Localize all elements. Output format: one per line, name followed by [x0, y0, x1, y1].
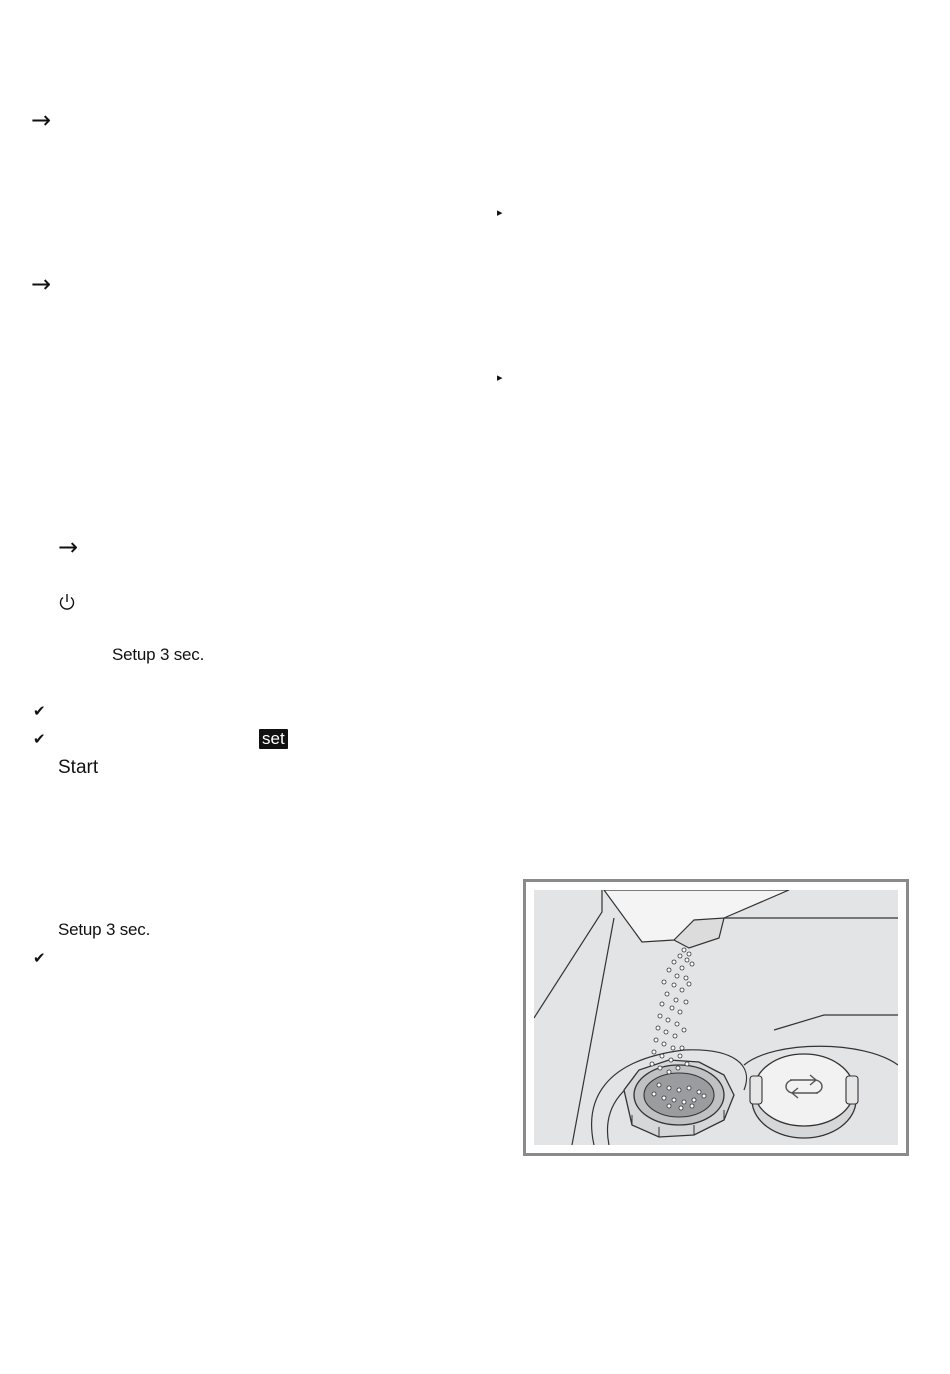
set-display-label: set: [259, 729, 288, 749]
start-button-label: Start: [58, 757, 99, 778]
setup-display-label: Setup 3 sec.: [58, 920, 151, 939]
check-icon: ✔: [33, 702, 46, 720]
bullet-triangle-icon: ▸: [497, 206, 503, 219]
step-arrow-icon: →: [31, 106, 52, 134]
step-arrow-icon: →: [58, 533, 79, 561]
salt-filling-drawing: [534, 890, 898, 1145]
power-icon: [58, 592, 76, 617]
salt-filling-illustration: [523, 879, 909, 1156]
check-icon: ✔: [33, 949, 46, 967]
check-icon: ✔: [33, 730, 46, 748]
bullet-triangle-icon: ▸: [497, 371, 503, 384]
setup-display-label: Setup 3 sec.: [112, 645, 205, 664]
step-arrow-icon: →: [31, 270, 52, 298]
